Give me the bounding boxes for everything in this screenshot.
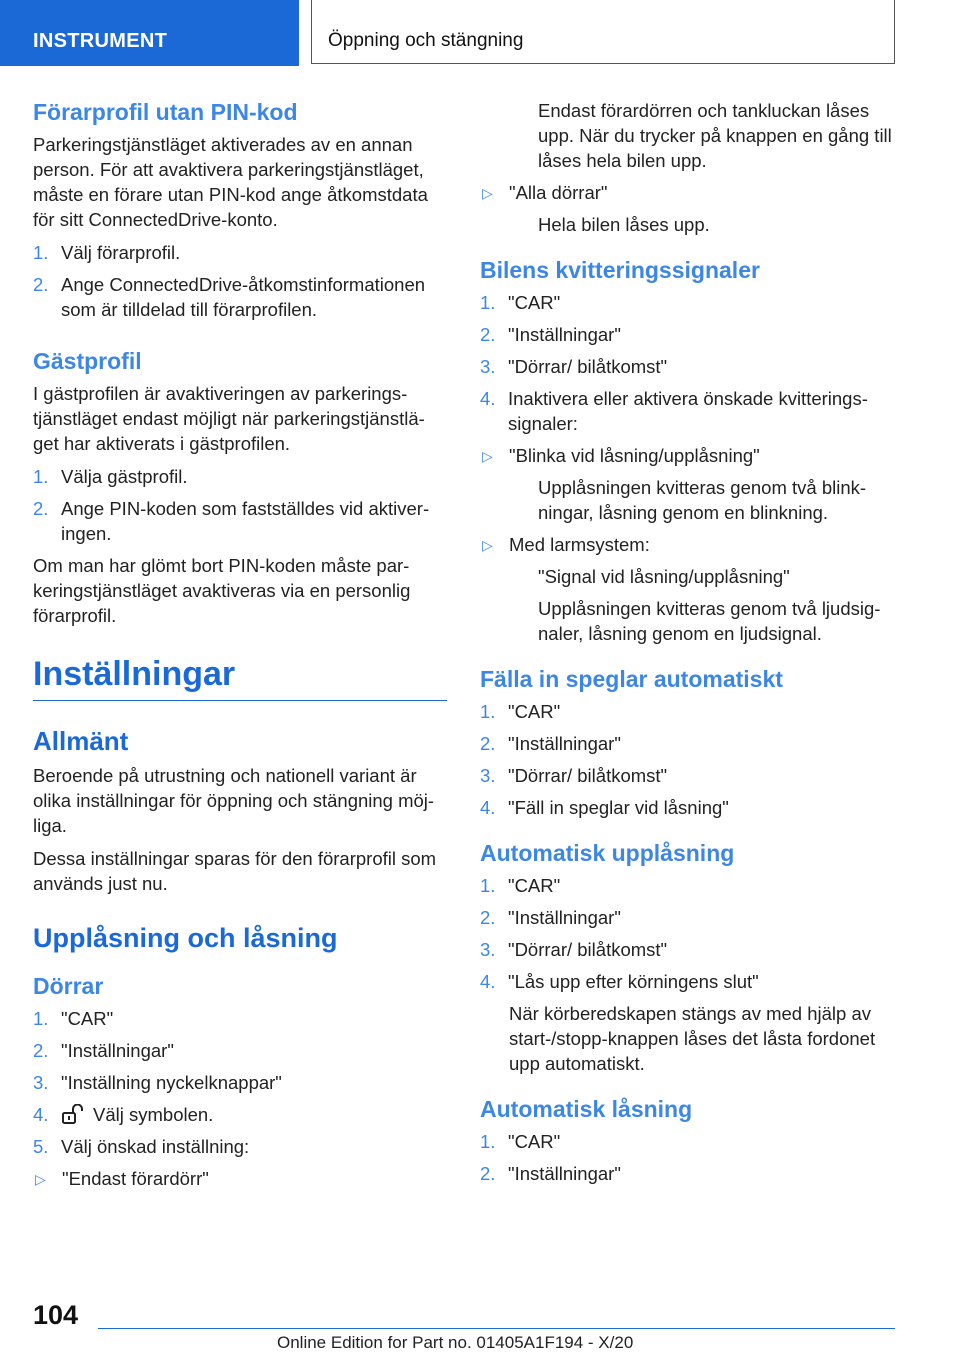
option-description: Upplåsningen kvitteras genom två ljudsig‐naler, låsning genom en ljudsignal. [538, 598, 881, 644]
section-tab: INSTRUMENT [0, 0, 299, 66]
option-item: ▷ "Alla dörrar" [480, 180, 894, 205]
option-list [480, 532, 894, 557]
step-list [33, 464, 447, 546]
section-heading: Bilens kvitteringssignaler [480, 257, 760, 283]
option-description: Hela bilen låses upp. [538, 214, 710, 235]
step-list [480, 873, 894, 994]
page-header [0, 0, 960, 66]
paragraph: Dessa inställningar sparas för den förarprofil som används just nu. [33, 848, 437, 894]
chapter-title: Öppning och stängning [311, 0, 895, 64]
footer-rule [98, 1328, 895, 1329]
option-list [33, 1166, 447, 1191]
list-item: 3. "Inställning nyckelknappar" [33, 1072, 282, 1093]
section-heading: Allmänt [33, 726, 129, 756]
list-item: 2. "Inställningar" [480, 733, 621, 754]
section-heading: Förarprofil utan PIN-kod [33, 99, 298, 125]
triangle-icon: ▷ [482, 185, 493, 201]
section-heading: Fälla in speglar automatiskt [480, 666, 783, 692]
page-number: 104 [33, 1300, 79, 1330]
section-heading: Automatisk låsning [480, 1096, 693, 1122]
option-item: ▷ Med larmsystem: [480, 532, 894, 557]
triangle-icon: ▷ [482, 448, 493, 464]
paragraph: Om man har glömt bort PIN-koden måste par‐keringstjänstläget avaktiveras via en personlig förarprofil. [33, 555, 411, 626]
list-item: 1. "CAR" [480, 875, 561, 896]
list-item: 3. "Dörrar/ bilåtkomst" [480, 939, 668, 960]
list-item: 5. Välj önskad inställning: [33, 1136, 250, 1157]
option-item: ▷ "Endast förardörr" [33, 1166, 447, 1191]
list-item: 2. "Inställningar" [33, 1040, 174, 1061]
section-heading: Dörrar [33, 973, 104, 999]
option-list [480, 180, 894, 205]
option-item: ▷ "Blinka vid låsning/upplåsning" [480, 443, 894, 468]
list-item: 4. "Lås upp efter körningens slut" [480, 971, 759, 992]
option-description: "Signal vid låsning/upplåsning" [538, 566, 790, 587]
list-item: 3. "Dörrar/ bilåtkomst" [480, 765, 668, 786]
list-item: 3. "Dörrar/ bilåtkomst" [480, 356, 668, 377]
list-item: 2. "Inställningar" [480, 907, 621, 928]
list-item: 2. "Inställningar" [480, 1163, 621, 1184]
section-heading: Upplåsning och låsning [33, 923, 338, 953]
list-item: 1. "CAR" [33, 1008, 114, 1029]
list-item: 4. Inaktivera eller aktivera önskade kvitterings‐signaler: [480, 388, 868, 434]
step-list [33, 1006, 447, 1159]
list-item: 2. Ange PIN-koden som fastställdes vid aktiver‐ingen. [33, 498, 430, 544]
section-heading: Gästprofil [33, 348, 142, 374]
paragraph: Parkeringstjänstläget aktiverades av en annan person. För att avaktivera parkeringstjänstläget, måste en förare utan PIN-kod ange åtkomstdata för sitt ConnectedDrive-konto. [33, 134, 428, 230]
triangle-icon: ▷ [482, 537, 493, 553]
right-column [480, 98, 894, 1193]
list-item: 2. Ange ConnectedDrive-åtkomstinformationen som är tilldelad till förarprofilen. [33, 274, 426, 320]
option-description: Endast förardörren och tankluckan låses upp. När du trycker på knappen en gång till låses hela bilen upp. [538, 100, 892, 171]
list-item: 4. Välj symbolen. [33, 1104, 214, 1125]
heading-rule [33, 700, 447, 701]
step-list [480, 1129, 894, 1186]
section-heading: Automatisk upplåsning [480, 840, 735, 866]
step-list [33, 240, 447, 322]
edition-text: Online Edition for Part no. 01405A1F194 - X/20 [277, 1333, 634, 1352]
list-item: 1. Välj förarprofil. [33, 242, 181, 263]
paragraph: Beroende på utrustning och nationell variant är olika inställningar för öppning och stängning möj‐liga. [33, 765, 435, 836]
list-item: 1. "CAR" [480, 1131, 561, 1152]
list-item: 1. "CAR" [480, 701, 561, 722]
chapter-heading: Inställningar [33, 655, 236, 693]
list-item: 4. "Fäll in speglar vid låsning" [480, 797, 729, 818]
list-item: 2. "Inställningar" [480, 324, 621, 345]
paragraph: I gästprofilen är avaktiveringen av parkerings‐tjänstläget endast möjligt när parkeringstjänstlä‐get har aktiverats i gästprofilen. [33, 383, 425, 454]
unlock-icon [61, 1104, 87, 1124]
triangle-icon: ▷ [35, 1171, 46, 1187]
option-list [480, 443, 894, 468]
step-list [480, 290, 894, 436]
step-list [480, 699, 894, 820]
list-item: 1. "CAR" [480, 292, 561, 313]
left-column [33, 98, 447, 1198]
step-description: När körberedskapen stängs av med hjälp av start-/stopp-knappen låses det låsta fordonet upp automatiskt. [509, 1003, 876, 1074]
list-item: 1. Välja gästprofil. [33, 466, 188, 487]
option-description: Upplåsningen kvitteras genom två blink‐ningar, låsning genom en blinkning. [538, 477, 867, 523]
